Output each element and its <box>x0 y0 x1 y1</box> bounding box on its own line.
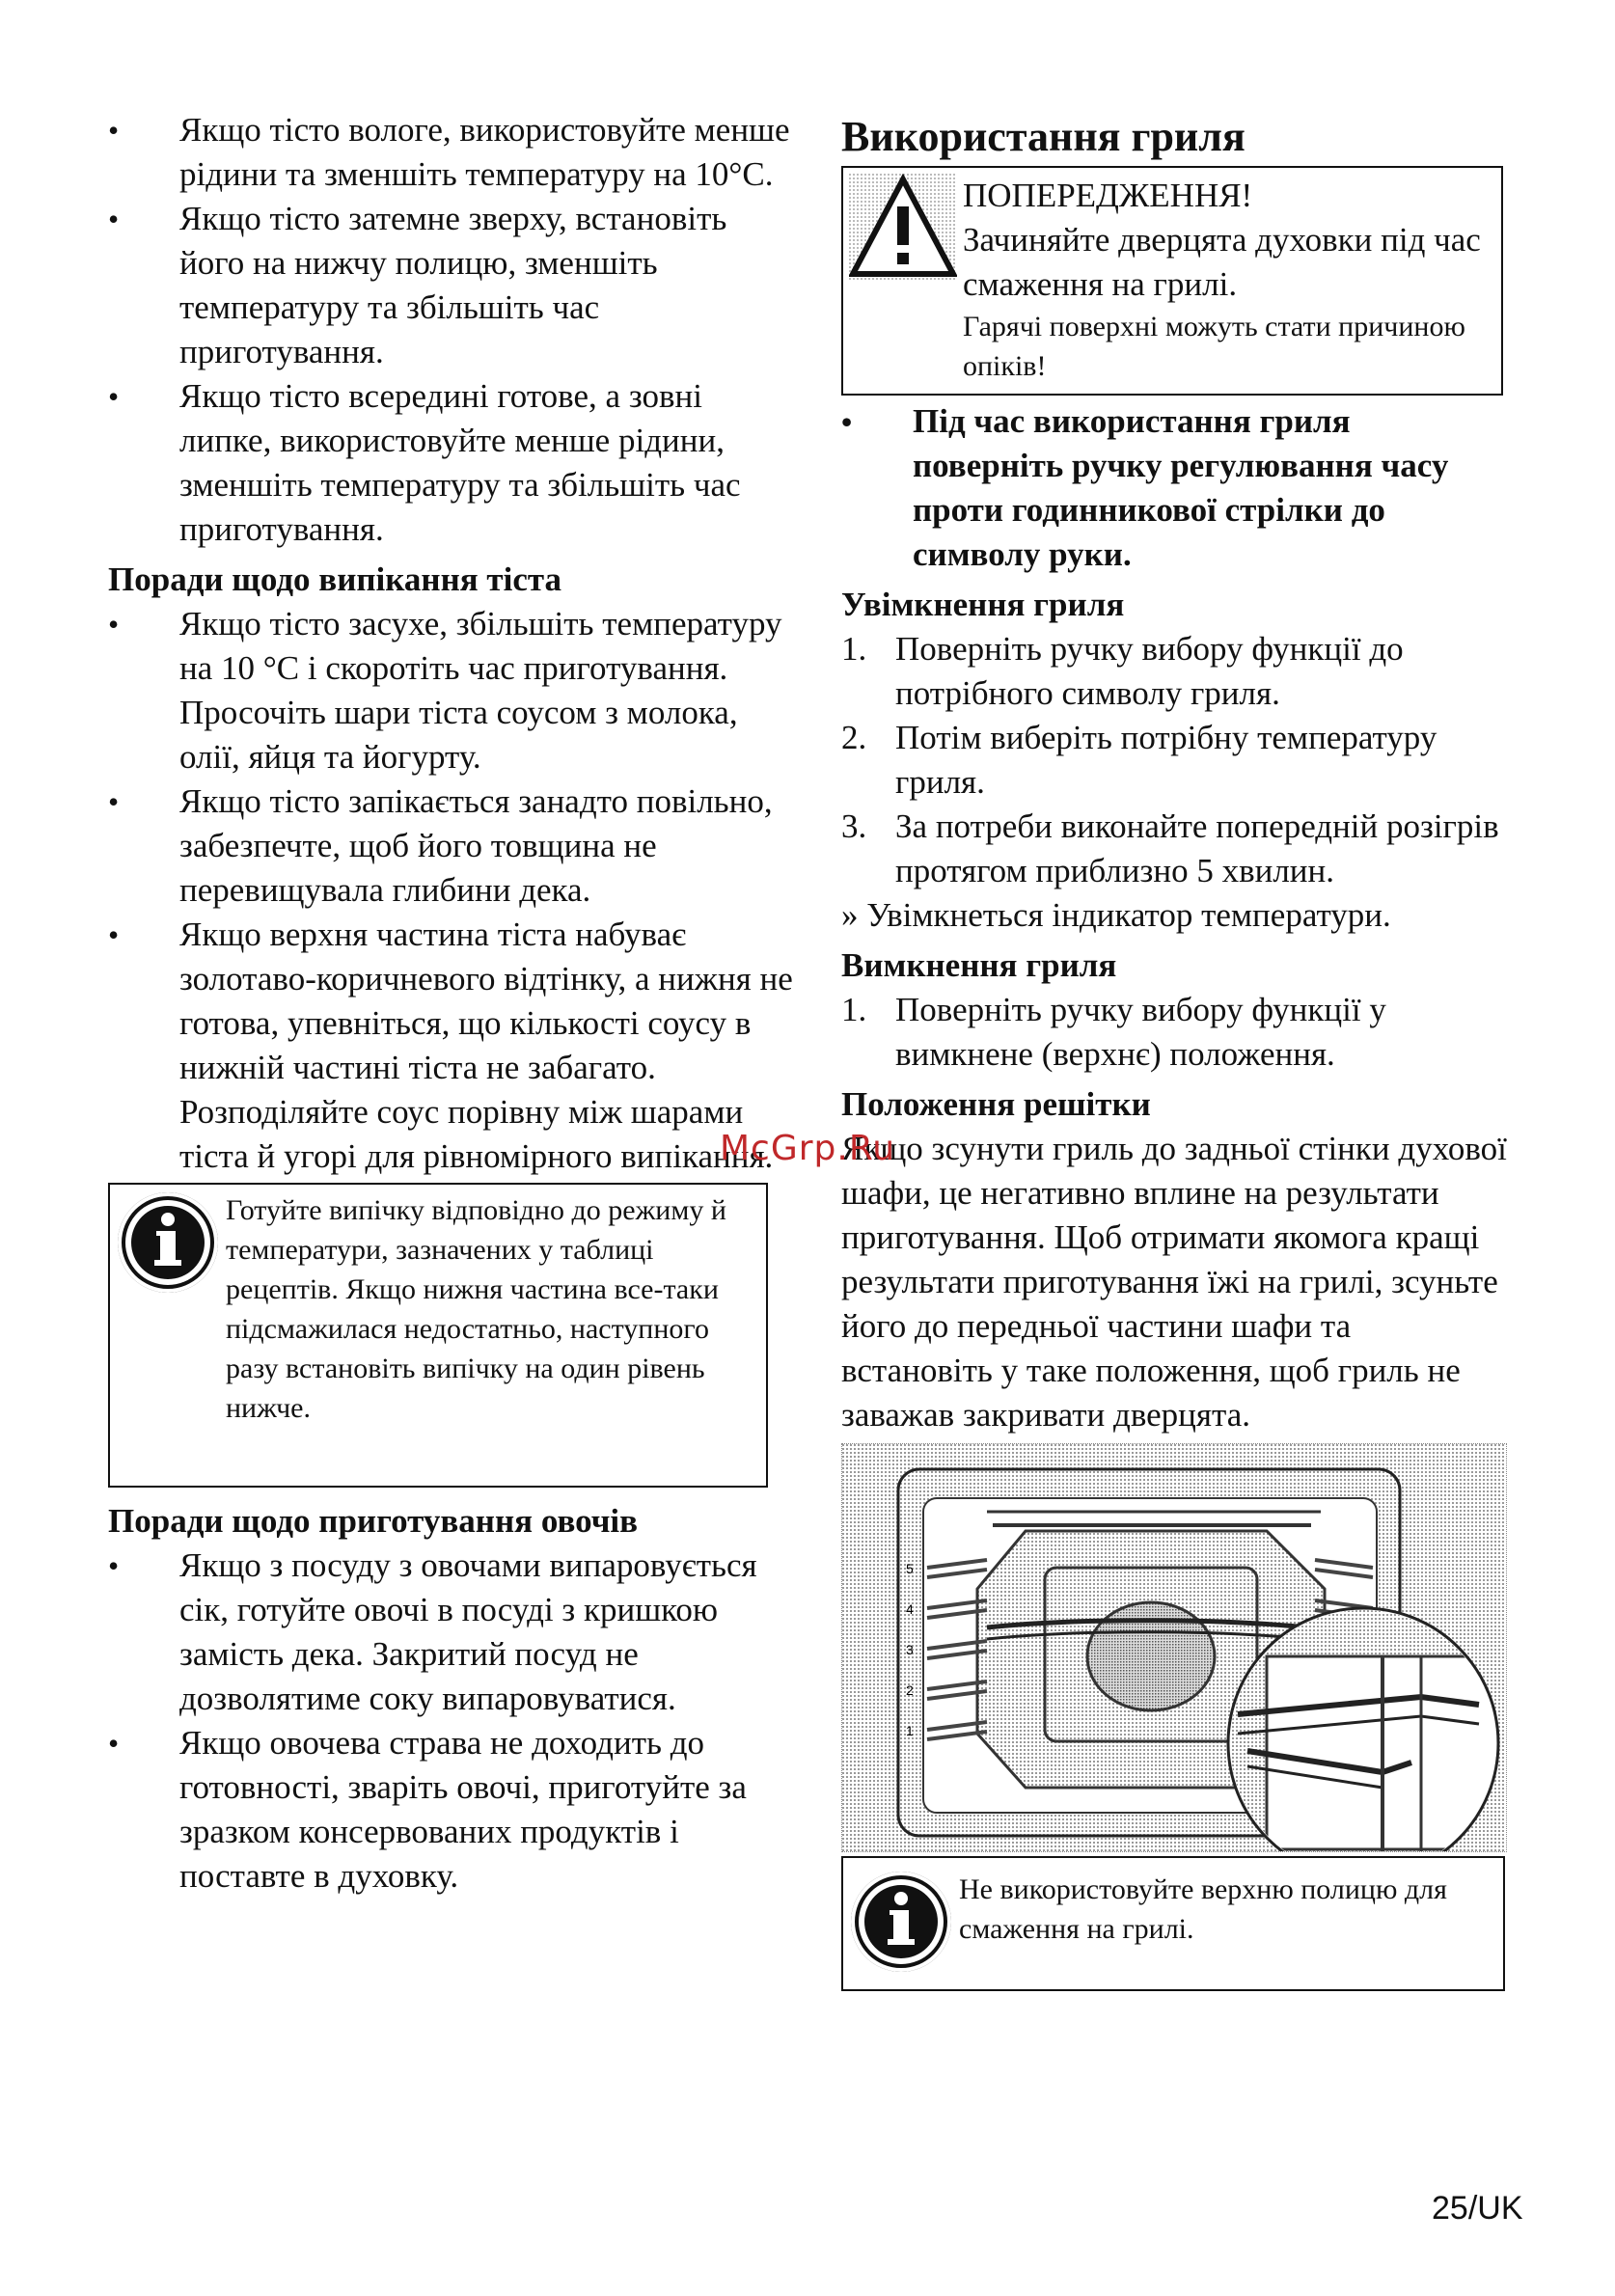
grill-on-result: » Увімкнеться індикатор температури. <box>841 896 1391 934</box>
list-item: 1. Поверніть ручку вибору функції у вимкнене (верхнє) положення. <box>841 991 1386 1073</box>
list-item: • Якщо тісто всередині готове, а зовні липке, використовуйте менше рідини, зменшіть температуру та збільшіть час приготування. <box>108 377 741 548</box>
warning-heading: ПОПЕРЕДЖЕННЯ! <box>963 177 1253 214</box>
list-item: • Якщо тісто затемне зверху, встановіть його на нижчу полицю, зменшіть температуру та збільшіть час приготування. <box>108 200 727 370</box>
oven-rack-diagram <box>841 1443 1507 1852</box>
list-item: • Якщо з посуду з овочами випаровується сік, готуйте овочі в посуді з кришкою замість дека. Закритий посуд не дозволятиме соку випаровуватися. <box>108 1546 757 1717</box>
page-number: 25/UK <box>1432 2190 1523 2227</box>
shelf-label: 2 <box>906 1682 914 1698</box>
grill-timer-list <box>841 399 1507 577</box>
grill-on-heading: Увімкнення гриля <box>841 586 1125 623</box>
list-item: 2. Потім виберіть потрібну температуру гриля. <box>841 719 1437 801</box>
watermark: McGrp.Ru <box>720 1129 896 1168</box>
veg-heading: Поради щодо приготування овочів <box>108 1502 639 1540</box>
shelf-label: 5 <box>906 1561 914 1576</box>
pastry-heading: Поради щодо випікання тіста <box>108 560 561 598</box>
list-item: • Під час використання гриля поверніть ручку регулювання часу проти годинникової стрілки до символу руки. <box>841 402 1449 573</box>
rack-position-text: Якщо зсунути гриль до задньої стінки духової шафи, це негативно вплине на результати приготування. Щоб отримати якомога кращі результати приготування їжі на грилі, зсуньте його до передньої частини шафи та встановіть у таке положення, щоб гриль не заважав закривати дверцята. <box>841 1130 1507 1434</box>
dough-tips-list <box>108 108 793 552</box>
rack-position-heading: Положення решітки <box>841 1085 1151 1123</box>
info-note-text: Готуйте випічку відповідно до режиму й температури, зазначених у таблиці рецептів. Якщо нижня частина все-таки підсмажилася недостатньо, наступного разу встановіть випічку на один рівень нижче. <box>226 1194 726 1424</box>
grill-on-steps <box>841 627 1507 893</box>
oven-diagram-svg <box>842 1444 1506 1851</box>
warning-content <box>963 174 1495 386</box>
list-item: • Якщо верхня частина тіста набуває золотаво-коричневого відтінку, а нижня не готова, упевніться, що кількості соусу в нижній частині тіста не забагато. Розподіляйте соус порівну між шарами тіста й угорі для рівномірного випікання. <box>108 916 793 1175</box>
warning-note: Гарячі поверхні можуть стати причиною опіків! <box>963 311 1465 382</box>
shelf-label: 3 <box>906 1642 914 1657</box>
info-icon <box>851 1872 951 1972</box>
shelf-label: 4 <box>906 1601 914 1617</box>
right-column <box>841 112 1507 1991</box>
page-title: Використання гриля <box>841 113 1245 160</box>
list-item: • Якщо тісто запікається занадто повільно, забезпечте, щоб його товщина не перевищувала глибини дека. <box>108 782 773 909</box>
list-item: 3. За потреби виконайте попередній розігрів протягом приблизно 5 хвилин. <box>841 807 1499 889</box>
left-column <box>108 108 793 1899</box>
warning-text: Зачиняйте дверцята духовки під час смаження на грилі. <box>963 221 1481 303</box>
info-note-box-grill <box>841 1856 1505 1991</box>
info-icon <box>118 1192 218 1293</box>
warning-triangle-icon <box>849 174 957 282</box>
grill-off-steps <box>841 988 1507 1077</box>
list-item: • Якщо тісто вологе, використовуйте менше рідини та зменшіть температуру на 10°C. <box>108 111 790 193</box>
warning-box <box>841 166 1503 396</box>
grill-off-heading: Вимкнення гриля <box>841 946 1117 984</box>
list-item: 1. Поверніть ручку вибору функції до потрібного символу гриля. <box>841 630 1404 712</box>
veg-tips-list <box>108 1544 793 1899</box>
list-item: • Якщо тісто засухе, збільшіть температуру на 10 °C і скоротіть час приготування. Просочіть шари тіста соусом з молока, олії, яйця та йогурту. <box>108 605 782 776</box>
pastry-tips-list <box>108 602 793 1179</box>
list-item: • Якщо овочева страва не доходить до готовності, зваріть овочі, приготуйте за зразком консервованих продуктів і поставте в духовку. <box>108 1724 747 1895</box>
info-note-text: Не використовуйте верхню полицю для смаження на грилі. <box>959 1873 1447 1945</box>
shelf-label: 1 <box>906 1723 914 1738</box>
info-note-box <box>108 1183 768 1488</box>
